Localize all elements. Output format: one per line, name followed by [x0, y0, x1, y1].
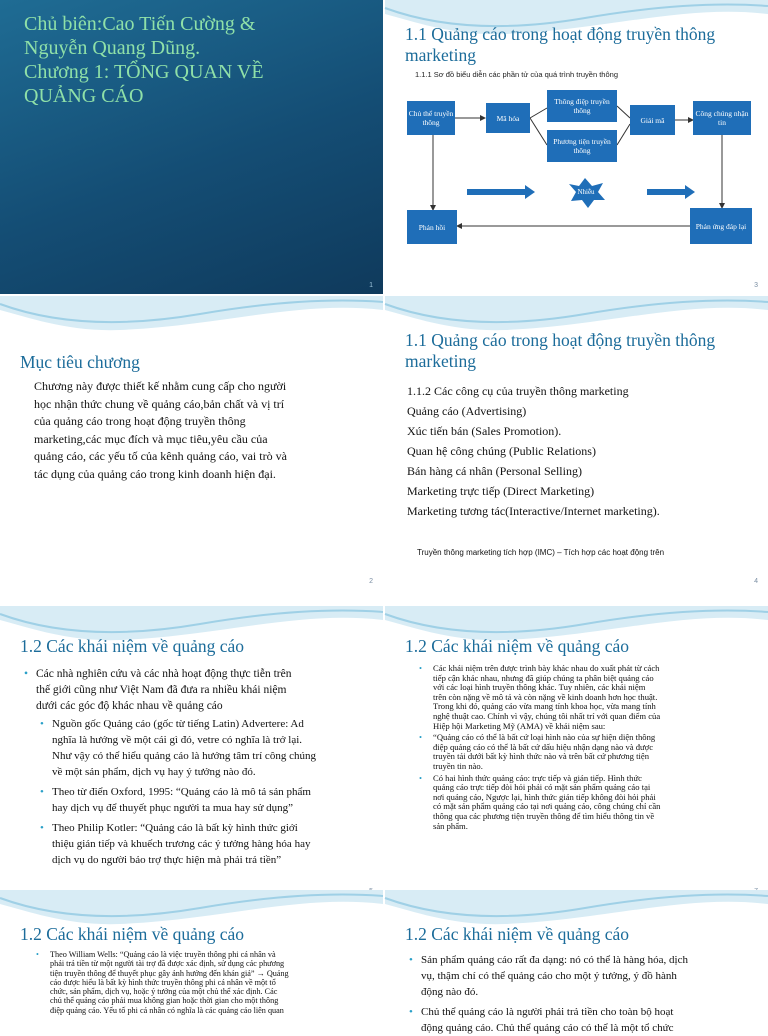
slide-title: 1.2 Các khái niệm về quảng cáo: [405, 924, 630, 944]
text-line: quảng cáo trực tiếp đòi hỏi phải có mặt sản phẩm quảng cáo tại: [433, 782, 651, 793]
box-decode: Giải mã: [630, 105, 675, 135]
text-line: Như vậy có thể hiểu quảng cáo là hướng tâm trí công chúng: [52, 750, 316, 762]
box-feedback: Phản hồi: [407, 210, 457, 244]
slide-concepts-2: [385, 606, 768, 900]
concepts-body: [415, 664, 755, 831]
sub-bullet-item: [22, 716, 372, 780]
text-line: Có hai hình thức quảng cáo: trực tiếp và gián tiếp. Hình thức: [433, 772, 642, 783]
bullet-icon: •: [40, 786, 44, 798]
bullet-item: [415, 733, 755, 771]
slide-title-line: marketing: [405, 351, 476, 371]
bullet-icon: •: [409, 1006, 413, 1018]
slide-title: [405, 330, 755, 372]
diagram-subtitle: 1.1.1 Sơ đồ biểu diễn các phần tử của quá trình truyền thông: [415, 70, 618, 79]
box-response: Phản ứng đáp lại: [690, 208, 752, 244]
cover-title-line: Chủ biên:Cao Tiến Cường &: [24, 13, 256, 35]
bullet-icon: •: [419, 772, 423, 783]
slide-concepts-1: [0, 606, 383, 900]
text-line: với các loại hình truyền thông khác. Tuy nhiên, các khái niệm: [433, 682, 646, 693]
text-line: trên còn nặng về mô tả và còn nặng về kinh doanh hơn học thuật.: [433, 691, 658, 702]
text-line: về một sản phẩm, dịch vụ hay ý tưởng nào đó.: [52, 766, 256, 778]
slide-title: 1.2 Các khái niệm về quảng cáo: [405, 636, 630, 656]
box-noise: Nhiễu: [577, 187, 595, 196]
text-line: cáo được hiểu là bất kỳ hình thức truyền thông phi cá nhân về một tổ: [50, 977, 276, 987]
text-line: Trong khi đó, quảng cáo vừa mang tính khoa học, vừa mang tính: [433, 701, 656, 712]
bullet-item: [415, 664, 755, 731]
page-number: 2: [369, 578, 373, 585]
text-line: thiệu gián tiếp và khuếch trương các ý tưởng hàng hóa hay: [52, 838, 311, 850]
box-encode: Mã hóa: [486, 103, 530, 133]
text-line: “Quảng cáo có thể là bất cứ loại hình nào của sự hiện diện thông: [433, 732, 656, 743]
list-item: 1.1.2 Các công cụ của truyền thông marketing: [407, 384, 629, 398]
slide-objectives: [0, 296, 383, 590]
text-line: điệp quảng cáo có thể là bất cứ dấu hiệu nhận dạng nào và được: [433, 741, 654, 752]
list-item: Bán hàng cá nhân (Personal Selling): [407, 464, 582, 478]
slide-communication-diagram: [385, 0, 768, 294]
text-line: tiện truyền thông để thuyết phục gây ảnh hưởng đến khán giả” → Quảng: [50, 968, 289, 978]
text-line: Theo Philip Kotler: “Quảng cáo là bất kỳ hình thức giới: [52, 822, 298, 834]
text-line: dưới các góc độ khác nhau về quảng cáo: [36, 700, 223, 712]
text-line: marketing,các mục đích và mục tiêu,yêu cầu của: [34, 431, 268, 446]
text-line: của quảng cáo trong hoạt động truyền thông: [34, 414, 246, 428]
concepts-body: [407, 952, 757, 1036]
imc-footer: Truyền thông marketing tích hợp (IMC) – Tích hợp các hoạt động trên: [417, 548, 665, 557]
text-line: Chủ thể quảng cáo là người phải trả tiền cho toàn bộ hoạt: [421, 1006, 674, 1018]
text-line: chức, sản phẩm, dịch vụ, hoặc ý tưởng của một chủ thể xác định. Các: [50, 987, 278, 997]
text-line: tác dụng của quảng cáo trong kinh doanh hiện đại.: [34, 466, 276, 481]
text-line: chủ thể quảng cáo phải mua không gian hoặc thời gian cho một thông: [50, 996, 279, 1006]
bullet-icon: •: [24, 668, 29, 680]
list-item: Quan hệ công chúng (Public Relations): [407, 444, 596, 458]
cover-title: [24, 12, 364, 108]
slide-title: 1.2 Các khái niệm về quảng cáo: [20, 924, 245, 944]
text-line: điệp quảng cáo. Yếu tố phi cá nhân có nghĩa là các quảng cáo liên quan: [50, 1005, 284, 1015]
objectives-text: [34, 378, 360, 483]
cover-title-line: QUẢNG CÁO: [24, 85, 144, 107]
bullet-icon: •: [419, 732, 423, 743]
text-line: động nào đó.: [421, 986, 479, 998]
text-line: truyền tin nào.: [433, 760, 483, 771]
text-line: Chương này được thiết kế nhằm cung cấp cho người: [34, 379, 287, 393]
slide-title: Mục tiêu chương: [20, 352, 140, 372]
list-item: Marketing tương tác(Interactive/Internet marketing).: [407, 504, 660, 518]
slide-title-line: 1.1 Quảng cáo trong hoạt động truyền thông: [405, 24, 716, 44]
text-line: học nhận thức chung về quảng cáo,bản chất và vị trí: [34, 396, 285, 411]
page-number: 3: [754, 282, 758, 289]
text-line: thông qua các phương tiện truyền thông để tìm hiểu thông tin về: [433, 810, 655, 821]
text-line: Các nhà nghiên cứu và các nhà hoạt động thực tiễn trên: [36, 668, 292, 680]
bullet-item: [407, 952, 757, 1000]
text-line: truyền tải dưới bất kỳ hình thức nào và trên bất cứ phương tiện: [433, 751, 650, 762]
bullet-item: [415, 774, 755, 832]
bullet-icon: •: [409, 954, 413, 966]
concepts-body: [22, 666, 372, 868]
slide-title-line: 1.1 Quảng cáo trong hoạt động truyền thông: [405, 330, 716, 350]
slide-marketing-tools: [385, 296, 768, 590]
list-item: Quảng cáo (Advertising): [407, 404, 527, 418]
text-line: dịch vụ do người bảo trợ thực hiện mà phải trả tiền”: [52, 854, 282, 866]
text-line: động quảng cáo. Chủ thể quảng cáo có thể là một tổ chức: [421, 1022, 674, 1034]
bullet-icon: •: [419, 663, 423, 673]
header-swoosh: [0, 296, 383, 344]
text-line: nghệ thuật cao. Chính vì vậy, chúng tôi nhất trí với quan điểm của: [433, 710, 661, 721]
bullet-icon: •: [40, 822, 44, 834]
text-line: nghĩa là hướng về một cái gì đó, vetre có nghĩa là trở lại.: [52, 734, 303, 746]
list-item: Marketing trực tiếp (Direct Marketing): [407, 484, 595, 498]
slide-title: 1.2 Các khái niệm về quảng cáo: [20, 636, 245, 656]
slide-cover: [0, 0, 383, 294]
bullet-icon: •: [40, 718, 44, 730]
text-line: sản phẩm.: [433, 820, 468, 831]
bullet-item: [34, 950, 390, 1015]
cover-title-line: Chương 1: TỔNG QUAN VỀ: [24, 61, 264, 83]
slide-concepts-3: [0, 890, 383, 1024]
text-line: quảng cáo, các yếu tố của kênh quảng cáo, vai trò và: [34, 449, 287, 463]
text-line: thế giới cũng như Việt Nam đã đưa ra nhiều khái niệm: [36, 684, 287, 696]
text-line: phải trả tiền từ một người tài trợ đã được xác định, sử dụng các phương: [50, 959, 285, 969]
page-number: 1: [369, 282, 373, 289]
text-line: tiếp cận khác nhau, nhưng đã giúp chúng ta phân biệt quảng cáo: [433, 672, 654, 683]
text-line: hay dịch vụ để thuyết phục người ta mua hay sử dụng”: [52, 802, 294, 814]
bullet-item: [22, 666, 372, 714]
page-number: 4: [754, 578, 758, 585]
text-line: có mặt sản phẩm quảng cáo tại nơi quảng cáo, công chúng chỉ cần: [433, 801, 661, 812]
text-line: nơi quảng cáo, Ngược lại, hình thức gián tiếp không đòi hỏi phải: [433, 791, 656, 802]
box-channel: Phương tiện truyền thông: [547, 130, 617, 162]
bullet-item: [407, 1004, 757, 1036]
text-line: Nguồn gốc Quảng cáo (gốc từ tiếng Latin) Advertere: Ad: [52, 718, 304, 730]
text-line: Hiệp hội Marketing Mỹ (AMA) về khái niệm sau:: [433, 720, 606, 731]
text-line: Sản phẩm quảng cáo rất đa dạng: nó có thể là hàng hóa, dịch: [421, 954, 688, 966]
text-line: Theo William Wells: “Quảng cáo là việc truyền thông phi cá nhân và: [50, 950, 276, 959]
box-message: Thông điệp truyền thông: [547, 90, 617, 122]
box-receiver: Công chúng nhận tin: [693, 101, 751, 135]
slide-title-line: marketing: [405, 45, 476, 65]
slide-concepts-4: [385, 890, 768, 1034]
sub-bullet-item: [22, 820, 372, 868]
text-line: Theo từ điển Oxford, 1995: “Quảng cáo là mô tả sản phẩm: [52, 786, 311, 798]
tools-list: [407, 381, 660, 521]
text-line: Các khái niệm trên được trình bày khác nhau do xuất phát từ cách: [433, 663, 660, 673]
list-item: Xúc tiến bán (Sales Promotion).: [407, 424, 562, 438]
text-line: vụ, thậm chí có thể quảng cáo cho một ý tưởng, ý đồ hành: [421, 970, 677, 982]
box-sender: Chủ thể truyền thông: [407, 101, 455, 135]
bullet-icon: •: [36, 950, 39, 959]
cover-title-line: Nguyễn Quang Dũng.: [24, 37, 201, 59]
sub-bullet-item: [22, 784, 372, 816]
